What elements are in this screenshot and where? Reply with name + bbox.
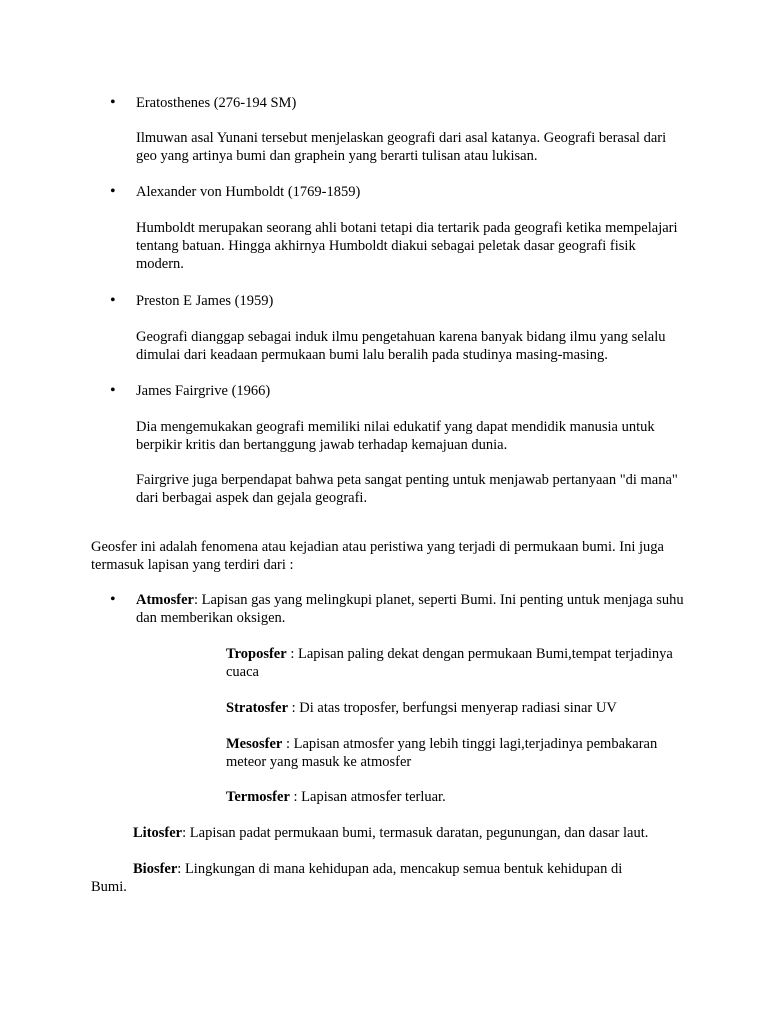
mesosfer-term: Mesosfer (226, 736, 283, 752)
litosfer-term: Litosfer (133, 825, 183, 841)
figure-name-fairgrive: James Fairgrive (1966) (136, 383, 271, 399)
biosfer-definition (91, 860, 651, 896)
troposfer-term: Troposfer (226, 646, 287, 662)
bullet-marker: • (110, 183, 116, 200)
termosfer-definition (226, 788, 686, 806)
figure-paragraph-fairgrive-2: Fairgrive juga berpendapat bahwa peta sangat penting untuk menjawab pertanyaan "di mana" dari berbagai aspek dan gejala geografi. (136, 472, 678, 506)
stratosfer-desc: : Di atas troposfer, berfungsi menyerap radiasi sinar UV (288, 700, 617, 716)
biosfer-term: Biosfer (133, 861, 178, 877)
geosfer-intro-paragraph: Geosfer ini adalah fenomena atau kejadian atau peristiwa yang terjadi di permukaan bumi. Ini juga termasuk lapisan yang terdiri dari : (91, 539, 664, 573)
figure-paragraph-humboldt: Humboldt merupakan seorang ahli botani tetapi dia tertarik pada geografi ketika mempelajari tentang batuan. Hingga akhirnya Humboldt diakui sebagai peletak dasar geografi fisik modern. (136, 220, 678, 272)
figure-paragraph-eratosthenes: Ilmuwan asal Yunani tersebut menjelaskan geografi dari asal katanya. Geografi berasal dari geo yang artinya bumi dan graphein yang berarti tulisan atau lukisan. (136, 130, 667, 164)
stratosfer-term: Stratosfer (226, 700, 289, 716)
figure-paragraph-fairgrive-1: Dia mengemukakan geografi memiliki nilai edukatif yang dapat mendidik manusia untuk berpikir kritis dan bertanggung jawab terhadap kemajuan dunia. (136, 419, 655, 453)
litosfer-definition (91, 824, 691, 842)
figure-name-eratosthenes: Eratosthenes (276-194 SM) (136, 95, 297, 111)
termosfer-desc: : Lapisan atmosfer terluar. (289, 789, 446, 805)
mesosfer-desc: : Lapisan atmosfer yang lebih tinggi lagi,terjadinya pembakaran meteor yang masuk ke atmosfer (226, 736, 658, 770)
atmosfer-definition (136, 591, 684, 627)
figure-paragraph-preston-james: Geografi dianggap sebagai induk ilmu pengetahuan karena banyak bidang ilmu yang selalu dimulai dari keadaan permukaan bumi lalu beralih pada studinya masing-masing. (136, 329, 666, 363)
litosfer-desc: : Lapisan padat permukaan bumi, termasuk daratan, pegunungan, dan dasar laut. (182, 825, 649, 841)
figure-name-humboldt: Alexander von Humboldt (1769-1859) (136, 184, 361, 200)
termosfer-term: Termosfer (226, 789, 290, 805)
mesosfer-definition (226, 735, 686, 771)
troposfer-desc: : Lapisan paling dekat dengan permukaan Bumi,tempat terjadinya cuaca (226, 646, 673, 680)
bullet-marker: • (110, 292, 116, 309)
stratosfer-definition (226, 699, 686, 717)
troposfer-definition (226, 645, 686, 681)
figure-name-preston-james: Preston E James (1959) (136, 293, 274, 309)
bullet-marker: • (110, 94, 116, 111)
atmosfer-term: Atmosfer (136, 592, 194, 608)
atmosfer-desc: : Lapisan gas yang melingkupi planet, seperti Bumi. Ini penting untuk menjaga suhu dan memberikan oksigen. (136, 592, 684, 626)
biosfer-desc: : Lingkungan di mana kehidupan ada, mencakup semua bentuk kehidupan di Bumi. (91, 861, 623, 895)
bullet-marker: • (110, 591, 116, 608)
bullet-marker: • (110, 382, 116, 399)
